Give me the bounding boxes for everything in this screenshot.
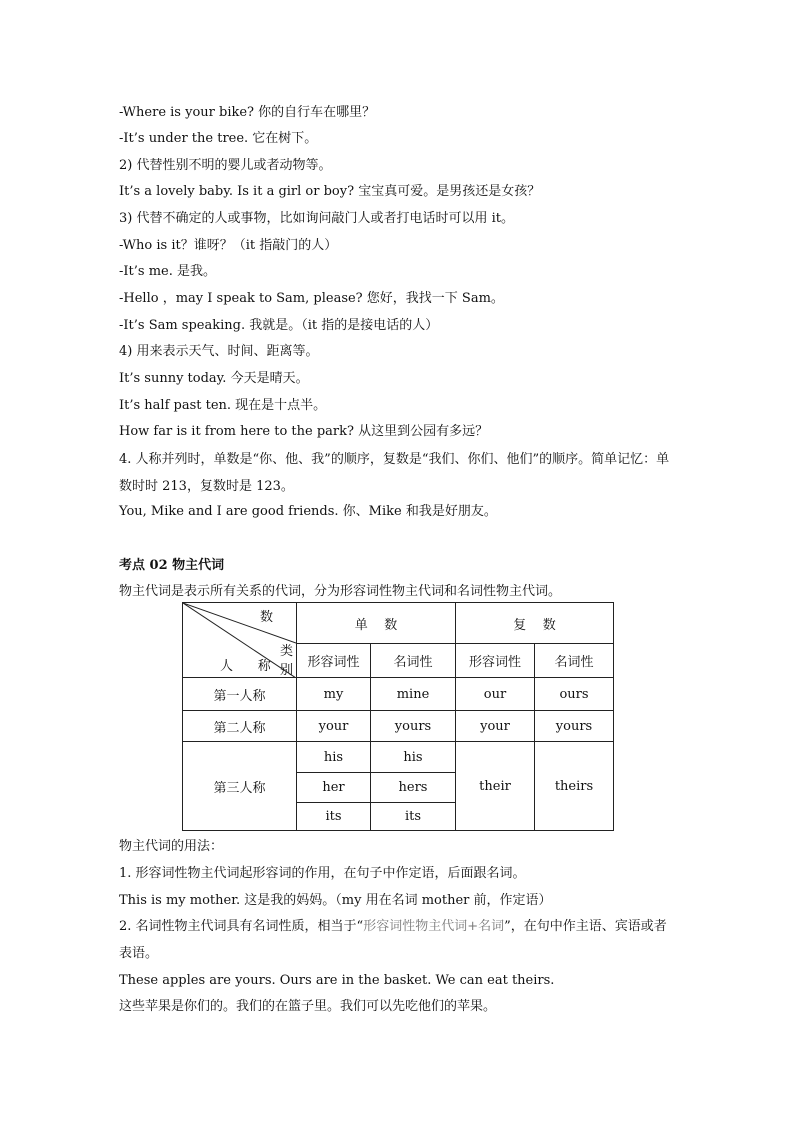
cell: his — [297, 742, 371, 773]
text-line: -It’s under the tree. 它在树下。 — [119, 131, 318, 146]
usage-title: 物主代词的用法： — [119, 839, 224, 854]
subheader-noun-singular: 名词性 — [371, 644, 456, 678]
diagonal-header-cell — [183, 603, 297, 678]
cell: ours — [535, 678, 614, 711]
text-line: It’s sunny today. 今天是晴天。 — [119, 371, 309, 386]
cell: our — [456, 678, 535, 711]
cell: theirs — [535, 742, 614, 831]
usage-point-2-start: 2. 名词性物主代词具有名词性质，相当于“ — [119, 919, 364, 934]
text-line: -Hello ，may I speak to Sam, please? 您好，我找一下 Sam。 — [119, 291, 504, 306]
text-line: How far is it from here to the park? 从这里到公园有多远？ — [119, 424, 489, 439]
section-intro: 物主代词是表示所有关系的代词，分为形容词性物主代词和名词性物主代词。 — [119, 584, 562, 599]
row-label: 第一人称 — [183, 678, 297, 711]
text-line: It’s half past ten. 现在是十点半。 — [119, 398, 327, 413]
usage-point-1-example: This is my mother. 这是我的妈妈。（my 用在名词 mother 前，作定语） — [119, 893, 552, 908]
text-line: -It’s Sam speaking. 我就是。（it 指的是接电话的人） — [119, 318, 439, 333]
usage-point-2 — [119, 913, 679, 967]
header-singular: 单 数 — [297, 603, 456, 644]
diag-label-shu: 数 — [260, 610, 274, 625]
cell: your — [297, 711, 371, 742]
diag-label-leibie: 类别 — [279, 644, 293, 678]
text-line: -Where is your bike? 你的自行车在哪里？ — [119, 105, 376, 120]
cell: yours — [535, 711, 614, 742]
cell: its — [297, 803, 371, 831]
row-label: 第三人称 — [183, 742, 297, 831]
header-plural: 复 数 — [456, 603, 614, 644]
section-heading: 考点 02 物主代词 — [119, 558, 225, 573]
cell: his — [371, 742, 456, 773]
possessive-pronoun-table — [182, 602, 614, 831]
text-line: -Who is it？谁呀？（it 指敲门的人） — [119, 238, 338, 253]
text-line: 4) 用来表示天气、时间、距离等。 — [119, 344, 319, 359]
text-line: You, Mike and I are good friends. 你、Mike 和我是好朋友。 — [119, 504, 497, 519]
usage-point-2-translation: 这些苹果是你们的。我们的在篮子里。我们可以先吃他们的苹果。 — [119, 999, 497, 1014]
cell: my — [297, 678, 371, 711]
cell: her — [297, 773, 371, 803]
cell: yours — [371, 711, 456, 742]
subheader-noun-plural: 名词性 — [535, 644, 614, 678]
usage-point-1: 1. 形容词性物主代词起形容词的作用，在句子中作定语，后面跟名词。 — [119, 866, 526, 881]
cell: their — [456, 742, 535, 831]
subheader-adj-singular: 形容词性 — [297, 644, 371, 678]
cell: mine — [371, 678, 456, 711]
cell: your — [456, 711, 535, 742]
subheader-adj-plural: 形容词性 — [456, 644, 535, 678]
text-paragraph: 4. 人称并列时，单数是“你、他、我”的顺序，复数是“我们、你们、他们”的顺序。简单记忆：单数时时 213，复数时是 123。 — [119, 452, 670, 494]
text-line: 2) 代替性别不明的婴儿或者动物等。 — [119, 158, 332, 173]
usage-point-2-end: ”，在句中作主语、宾语或者表语。 — [119, 919, 667, 961]
usage-point-2-example: These apples are yours. Ours are in the basket. We can eat theirs. — [119, 973, 555, 988]
diag-label-renchen: 人 称 — [220, 659, 271, 674]
text-line: -It’s me. 是我。 — [119, 264, 216, 279]
table-row — [183, 711, 614, 742]
text-line: It’s a lovely baby. Is it a girl or boy? 宝宝真可爱。是男孩还是女孩？ — [119, 184, 541, 199]
table-row — [183, 742, 614, 773]
text-line: 3) 代替不确定的人或事物，比如询问敲门人或者打电话时可以用 it。 — [119, 211, 514, 226]
cell: hers — [371, 773, 456, 803]
row-label: 第二人称 — [183, 711, 297, 742]
table-row — [183, 678, 614, 711]
cell: its — [371, 803, 456, 831]
usage-point-2-highlight: 形容词性物主代词+名词 — [363, 919, 505, 934]
